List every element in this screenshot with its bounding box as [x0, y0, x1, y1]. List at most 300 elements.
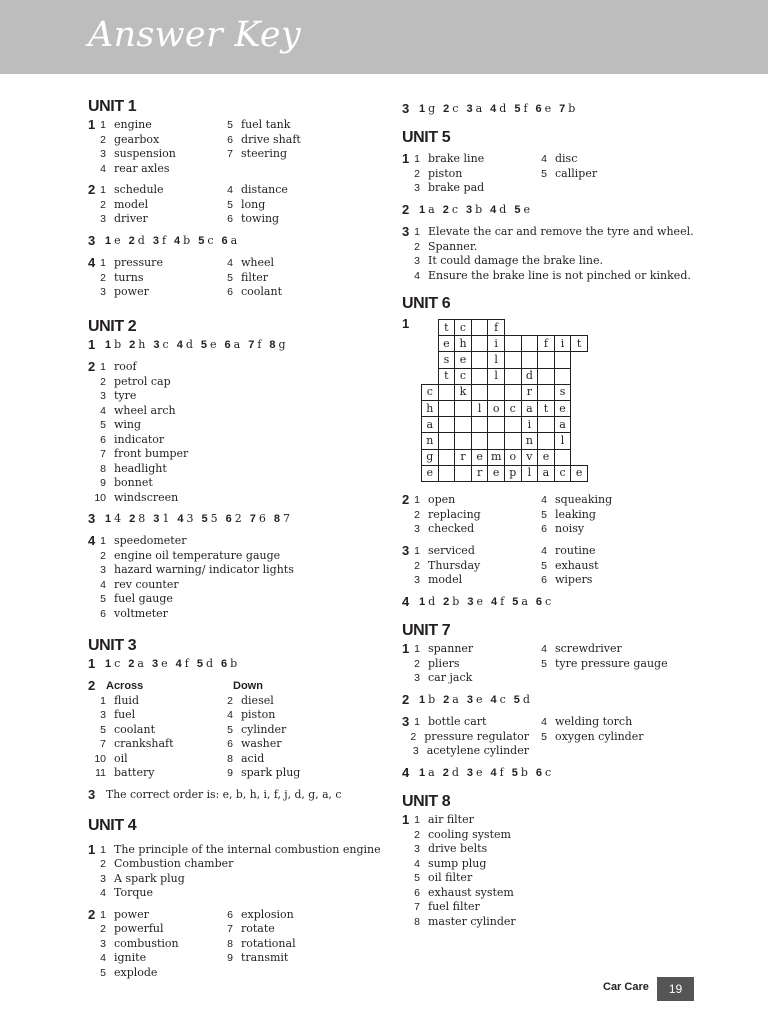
exercise	[88, 118, 388, 176]
answer-grid	[88, 256, 388, 300]
item-text: replacing	[428, 507, 481, 521]
answer-pair	[491, 693, 506, 708]
item-text: brake line	[428, 152, 485, 165]
answer-pair	[177, 338, 193, 353]
item-text: cooling system	[428, 827, 511, 841]
unit-title: UNIT 3	[88, 637, 137, 654]
answer-item	[529, 508, 612, 523]
pair-answer: b	[428, 693, 436, 706]
crossword-cell	[571, 320, 588, 336]
crossword-cell: v	[521, 449, 538, 465]
item-text: coolant	[114, 722, 155, 736]
answer-item	[402, 254, 732, 269]
unit-8	[402, 791, 732, 929]
pair-number: 1	[419, 767, 426, 779]
crossword-cell: c	[554, 465, 571, 481]
item-number: 5	[100, 419, 106, 431]
crossword-cell	[471, 368, 488, 384]
item-number: 1	[100, 908, 106, 921]
crossword-cell: r	[455, 449, 472, 465]
item-text: fuel gauge	[114, 592, 173, 605]
pair-number: 3	[467, 596, 474, 608]
pair-number: 7	[249, 513, 256, 525]
item-text: air filter	[428, 813, 474, 826]
pair-answer: a	[428, 203, 435, 216]
answer-item	[88, 549, 388, 564]
item-text: steering	[241, 147, 287, 160]
pair-number: 2	[443, 103, 450, 115]
pair-number: 2	[442, 767, 449, 779]
answer-item	[88, 404, 388, 419]
item-text: acid	[241, 751, 265, 765]
answer-pair	[221, 657, 237, 672]
answer-grid	[88, 908, 388, 981]
answer-item	[402, 508, 529, 523]
pair-number: 1	[105, 339, 112, 351]
item-text: piston	[428, 166, 463, 180]
crossword-row	[422, 384, 588, 400]
item-number: 2	[100, 549, 106, 562]
crossword-cell: t	[438, 368, 455, 384]
answer-item	[88, 752, 215, 767]
pair-answer: e	[475, 766, 483, 779]
pair-number: 6	[535, 596, 542, 608]
item-text: fuel filter	[428, 900, 480, 913]
item-number: 3	[414, 672, 420, 684]
item-text: suspension	[114, 147, 176, 160]
exercise-number: 2	[88, 359, 96, 374]
crossword-cell	[571, 433, 588, 449]
unit-title: UNIT 2	[88, 318, 137, 335]
crossword-cell: l	[554, 433, 571, 449]
answer-pair	[491, 595, 504, 610]
item-text: diesel	[241, 693, 274, 707]
exercise-number: 3	[402, 543, 410, 558]
crossword-cell: o	[504, 449, 521, 465]
item-number: 2	[414, 828, 420, 841]
crossword-cell	[504, 320, 521, 336]
page-title: Answer Key	[88, 15, 301, 55]
item-number: 10	[94, 491, 106, 504]
pair-number: 2	[128, 235, 135, 247]
answer-item	[402, 240, 732, 255]
crossword-cell	[538, 320, 555, 336]
exercise-number: 1	[402, 812, 410, 827]
exercise	[88, 256, 388, 300]
exercise-number: 4	[402, 594, 410, 609]
pair-number: 3	[151, 658, 159, 670]
crossword-cell	[554, 352, 571, 368]
crossword-cell: e	[538, 449, 555, 465]
exercise	[402, 225, 732, 283]
answer-pair	[419, 595, 435, 610]
exercise-number: 1	[88, 117, 96, 132]
exercise	[88, 657, 388, 672]
down-list	[215, 694, 300, 781]
answer-pair	[443, 766, 459, 781]
crossword-row	[422, 400, 588, 416]
item-number: 3	[100, 286, 106, 298]
crossword-row	[422, 352, 588, 368]
answer-item	[88, 937, 215, 952]
exercise-number: 3	[402, 101, 410, 116]
footer-label: Car Care	[603, 981, 649, 993]
item-text: car jack	[428, 671, 473, 684]
answer-item	[88, 607, 388, 622]
pair-answer: a	[233, 338, 241, 351]
exercise	[88, 679, 388, 781]
item-number: 3	[100, 564, 106, 576]
pair-number: 3	[466, 694, 473, 706]
pair-number: 5	[196, 658, 203, 670]
pair-answer: c	[452, 102, 459, 115]
item-text: bottle cart	[428, 715, 487, 728]
crossword-cell	[538, 433, 555, 449]
answer-list	[402, 813, 732, 929]
pair-answer: f	[500, 595, 505, 608]
pair-number: 5	[201, 513, 208, 525]
item-number: 7	[100, 738, 106, 750]
exercise	[402, 813, 732, 929]
pair-number: 4	[174, 235, 181, 247]
answer-grid	[402, 642, 732, 686]
item-text: long	[241, 197, 266, 211]
item-text: rear axles	[114, 161, 170, 175]
item-number: 9	[100, 477, 106, 489]
pair-answer: f	[184, 657, 189, 670]
exercise	[402, 693, 732, 708]
item-number: 6	[227, 908, 233, 921]
crossword-cell: h	[455, 336, 472, 352]
exercise	[402, 152, 732, 196]
crossword-cell	[521, 336, 538, 352]
item-number: 1	[414, 716, 420, 728]
answer-item	[402, 544, 529, 559]
exercise-number: 2	[402, 202, 410, 217]
item-number: 3	[100, 872, 106, 885]
item-text: indicator	[114, 432, 165, 446]
crossword-row	[422, 417, 588, 433]
answer-item	[529, 642, 668, 657]
crossword-row	[422, 465, 588, 481]
item-number: 5	[541, 559, 547, 572]
exercise-number: 4	[402, 765, 410, 780]
pair-answer: a	[452, 693, 459, 706]
pair-number: 3	[152, 235, 159, 247]
answer-pair	[129, 512, 145, 527]
item-text: engine oil temperature gauge	[114, 548, 281, 562]
exercise	[88, 534, 388, 621]
crossword-cell: i	[554, 336, 571, 352]
answer-item	[215, 723, 300, 738]
answer-item	[402, 152, 529, 167]
unit-1	[88, 96, 388, 300]
pair-answer: b	[114, 338, 122, 351]
item-number: 9	[227, 952, 233, 964]
item-text: Torque	[114, 886, 153, 899]
item-number: 5	[227, 271, 233, 284]
answer-item	[402, 828, 732, 843]
item-text: welding torch	[555, 715, 633, 728]
crossword-cell: c	[455, 320, 472, 336]
pair-answer: c	[451, 203, 458, 216]
answer-pair	[443, 693, 459, 708]
pair-answer: 1	[162, 512, 170, 525]
exercise-number: 1	[88, 656, 96, 671]
answer-item	[215, 766, 300, 781]
answer-pair	[225, 338, 241, 353]
item-number: 5	[541, 167, 547, 180]
pair-answer: 2	[234, 512, 242, 525]
item-number: 7	[414, 901, 420, 913]
answer-row	[402, 693, 732, 708]
crossword-cell	[438, 433, 455, 449]
item-number: 1	[100, 184, 106, 196]
answer-item	[88, 447, 388, 462]
item-text: sump plug	[428, 856, 487, 870]
crossword-cell	[504, 433, 521, 449]
item-number: 2	[414, 508, 420, 521]
item-text: schedule	[114, 183, 164, 196]
pair-number: 4	[490, 204, 497, 216]
item-text: Combustion chamber	[114, 857, 234, 870]
crossword-cell: a	[521, 400, 538, 416]
unit-title: UNIT 6	[402, 295, 451, 312]
answer-item	[88, 212, 215, 227]
answer-item	[88, 737, 215, 752]
pair-number: 7	[559, 103, 566, 115]
answer-pair	[274, 512, 290, 527]
answer-pair	[467, 595, 483, 610]
pair-number: 1	[105, 658, 112, 670]
crossword-cell: e	[438, 336, 455, 352]
item-number: 4	[100, 162, 106, 175]
item-text: windscreen	[114, 490, 179, 504]
pair-number: 3	[466, 767, 473, 779]
pair-number: 8	[269, 339, 276, 351]
item-number: 5	[227, 198, 233, 211]
answer-item	[215, 908, 296, 923]
answer-row	[402, 102, 732, 117]
exercise	[402, 102, 732, 117]
item-text: spark plug	[241, 766, 301, 779]
answer-item	[215, 256, 282, 271]
item-text: calliper	[555, 166, 598, 180]
pair-answer: 5	[210, 512, 218, 525]
answer-item	[215, 937, 296, 952]
answer-item	[402, 900, 732, 915]
answer-item	[88, 872, 388, 887]
item-text: explosion	[241, 907, 294, 921]
pair-number: 2	[129, 513, 136, 525]
answer-pair	[419, 102, 435, 117]
item-number: 1	[100, 694, 106, 707]
item-number: 6	[414, 886, 420, 899]
item-text: Ensure the brake line is not pinched or kinked.	[428, 268, 691, 282]
pair-number: 2	[443, 694, 450, 706]
item-number: 7	[227, 923, 233, 935]
item-number: 4	[100, 578, 106, 591]
item-number: 7	[227, 148, 233, 160]
answer-item	[88, 183, 215, 198]
pair-answer: a	[428, 766, 435, 779]
crossword-cell: i	[521, 417, 538, 433]
item-number: 3	[100, 390, 106, 402]
item-number: 1	[414, 643, 420, 655]
crossword-cell	[455, 465, 472, 481]
crossword-cell	[571, 384, 588, 400]
item-text: tyre	[114, 389, 137, 402]
crossword-cell	[438, 417, 455, 433]
pair-answer: c	[114, 657, 121, 670]
crossword-cell: t	[438, 320, 455, 336]
exercise-number: 2	[402, 492, 410, 507]
pair-number: 2	[442, 204, 449, 216]
item-text: washer	[241, 737, 282, 750]
pair-answer: 8	[138, 512, 146, 525]
item-text: towing	[241, 212, 280, 225]
answer-pair	[514, 203, 530, 218]
item-text: engine	[114, 118, 152, 131]
item-number: 3	[100, 213, 106, 225]
pair-answer: e	[476, 595, 483, 608]
item-text: leaking	[555, 507, 596, 521]
item-text: rotational	[241, 936, 296, 950]
answer-item	[88, 476, 388, 491]
item-number: 6	[541, 523, 547, 535]
crossword-cell: m	[488, 449, 505, 465]
answer-pair	[514, 102, 527, 117]
exercise	[402, 766, 732, 781]
crossword-cell: h	[422, 400, 439, 416]
item-text: oxygen cylinder	[555, 729, 644, 743]
answer-item	[402, 493, 529, 508]
crossword-cell	[538, 384, 555, 400]
crossword-cell: e	[554, 400, 571, 416]
answer-item	[529, 152, 597, 167]
answer-item	[529, 573, 599, 588]
pair-answer: e	[544, 102, 552, 115]
crossword-cell	[571, 449, 588, 465]
item-text: fluid	[114, 693, 139, 707]
answer-item	[88, 857, 388, 872]
pair-number: 1	[419, 596, 426, 608]
pair-number: 3	[153, 513, 160, 525]
pair-answer: f	[257, 338, 262, 351]
pair-number: 1	[419, 204, 426, 216]
item-number: 2	[100, 271, 106, 284]
pair-answer: e	[475, 693, 483, 706]
exercise-number: 2	[402, 692, 410, 707]
pair-number: 3	[466, 103, 473, 115]
answer-row	[88, 657, 388, 672]
unit-title: UNIT 4	[88, 816, 137, 834]
answer-pair	[198, 234, 213, 249]
answer-item	[402, 915, 732, 930]
answer-item	[88, 147, 215, 162]
item-text: rotate	[241, 922, 275, 935]
answer-pair	[105, 657, 120, 672]
item-text: A spark plug	[114, 871, 185, 885]
answer-pair	[467, 693, 483, 708]
pair-answer: c	[499, 693, 506, 706]
item-number: 8	[414, 915, 420, 928]
item-number: 8	[227, 937, 233, 950]
answer-grid	[402, 152, 732, 196]
item-number: 8	[100, 462, 106, 475]
answer-pair	[419, 766, 435, 781]
item-number: 6	[100, 607, 106, 620]
pair-number: 5	[200, 339, 207, 351]
item-number: 2	[100, 375, 106, 388]
pair-number: 8	[273, 513, 280, 525]
item-text: powerful	[114, 922, 164, 935]
pair-answer: 4	[114, 512, 122, 525]
answer-item	[88, 118, 215, 133]
crossword-cell: a	[538, 465, 555, 481]
pair-answer: f	[161, 234, 167, 247]
crossword-cell: e	[488, 465, 505, 481]
answer-pair	[490, 203, 506, 218]
crossword-cell	[571, 352, 588, 368]
crossword-cell: l	[471, 400, 488, 416]
pair-number: 6	[225, 513, 232, 525]
pair-number: 1	[105, 513, 112, 525]
pair-answer: g	[428, 102, 436, 115]
item-text: routine	[555, 544, 596, 557]
item-number: 2	[100, 133, 106, 146]
pair-number: 6	[535, 103, 542, 115]
item-number: 7	[100, 448, 106, 460]
answer-item	[88, 766, 215, 781]
exercise-number: 1	[402, 316, 410, 331]
answer-item	[215, 118, 301, 133]
crossword-cell	[455, 417, 472, 433]
answer-pair	[536, 102, 552, 117]
answer-item	[215, 951, 296, 966]
unit-3	[88, 635, 388, 803]
pair-number: 6	[224, 339, 231, 351]
item-number: 5	[227, 723, 233, 736]
crossword-cell	[504, 368, 521, 384]
answer-item	[402, 181, 529, 196]
answer-item	[88, 578, 388, 593]
answer-pair	[466, 203, 482, 218]
item-number: 1	[100, 843, 106, 856]
item-text: driver	[114, 212, 148, 225]
exercise-number: 2	[88, 182, 96, 197]
crossword-cell	[422, 320, 439, 336]
crossword-cell: f	[488, 320, 505, 336]
item-number: 1	[100, 119, 106, 131]
item-text: ignite	[114, 951, 147, 964]
answer-item	[88, 375, 388, 390]
crossword-cell	[571, 368, 588, 384]
item-text: transmit	[241, 951, 289, 964]
item-text: fuel	[114, 708, 136, 721]
pair-answer: 3	[186, 512, 194, 525]
exercise	[88, 512, 388, 527]
item-number: 5	[414, 872, 420, 884]
answer-item	[529, 730, 643, 745]
answer-item	[402, 522, 529, 537]
item-number: 5	[541, 730, 547, 743]
crossword-cell	[438, 465, 455, 481]
crossword-cell	[455, 433, 472, 449]
crossword-cell: t	[571, 336, 588, 352]
pair-answer: a	[475, 102, 483, 115]
pair-answer: d	[499, 203, 507, 216]
